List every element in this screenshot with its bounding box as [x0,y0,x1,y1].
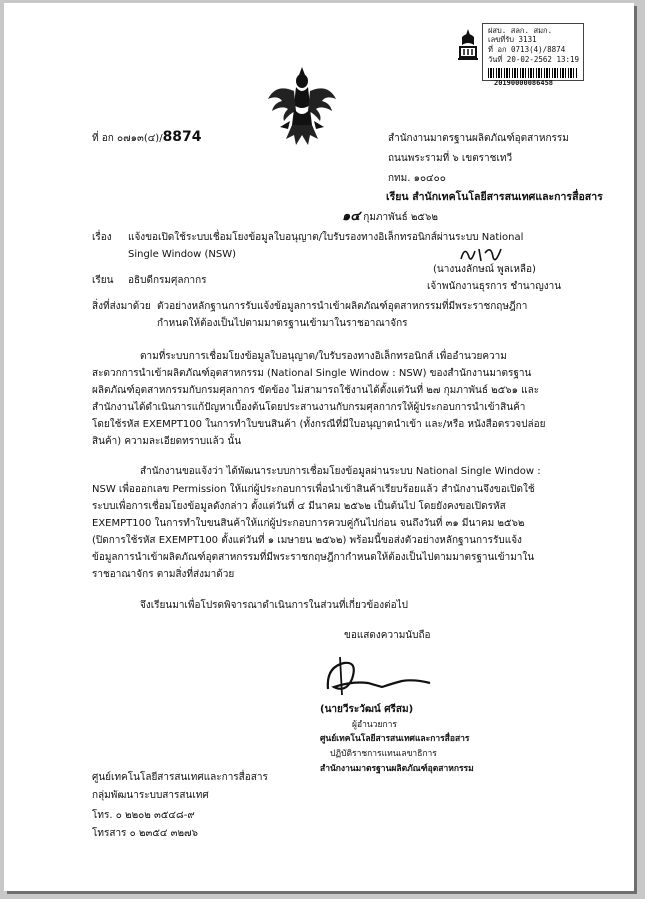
emblem-icon [456,27,480,63]
document-date [342,210,438,224]
body-p1-line: สำนักงานได้ดำเนินการแก้ปัญหาเบื้องต้นโดยประสานงานกับกรมศุลกากรให้ผู้ประกอบการนำเข้าสินค้า [92,402,526,413]
routing-stamp: เรียน สำนักเทคโนโลยีสารสนเทศและการสื่อสาร [386,191,603,203]
footer-fax: โทรสาร ๐ ๒๓๕๔ ๓๒๗๖ [92,828,198,839]
recipient-name: อธิบดีกรมศุลกากร [128,275,207,286]
enclosure-line-1: ตัวอย่างหลักฐานการรับแจ้งข้อมูลการนำเข้าผลิตภัณฑ์อุตสาหกรรมที่มีพระราชกฤษฎีกา [157,301,528,312]
body-p2-line: NSW เพื่อออกเลข Permission ให้แก่ผู้ประกอบการเพื่อนำเข้าสินค้าเรียบร้อยแล้ว สำนักงานจึงขอเปิดใช้ [92,484,535,495]
signer-role-3: ปฏิบัติราชการแทนเลขาธิการ [330,749,437,759]
closing-regards: ขอแสดงความนับถือ [344,630,431,641]
org-line-1: สำนักงานมาตรฐานผลิตภัณฑ์อุตสาหกรรม [388,133,569,144]
document-page [4,3,634,891]
stamp-line: ฝสบ. สลก. สมก. [488,26,553,35]
signer-role-4: สำนักงานมาตรฐานผลิตภัณฑ์อุตสาหกรรม [320,764,474,774]
garuda-emblem-icon [266,65,338,147]
org-line-3: กทม. ๑๐๔๐๐ [388,173,446,184]
body-p1-line: สินค้า) ความละเอียดทราบแล้ว นั้น [92,436,242,447]
subject-label: เรื่อง [92,232,112,243]
barcode [488,68,578,78]
org-line-2: ถนนพระรามที่ ๖ เขตราชเทวี [388,153,513,164]
body-p2-line: ระบบเพื่อการเชื่อมโยงข้อมูลดังกล่าว ตั้งแต่วันที่ ๔ มีนาคม ๒๕๖๒ เป็นต้นไป โดยยังคงขอเปิดรหัส [92,501,506,512]
enclosure-label: สิ่งที่ส่งมาด้วย [92,301,151,312]
reference-handwritten-number: 8874 [162,129,202,145]
receiving-stamp [454,23,584,91]
signature [322,653,434,701]
handwritten-name: (นางนงลักษณ์ พูลเหลือ) [433,264,536,275]
body-p2-line: ราชอาณาจักร ตามสิ่งที่ส่งมาด้วย [92,569,235,580]
body-p1-line: โดยใช้รหัส EXEMPT100 ในการทำใบขนสินค้า (ทั้งกรณีที่มีใบอนุญาตนำเข้า และ/หรือ หนังสือตรวจปล่อย [92,419,546,430]
stamp-line: เลขที่รับ 3131 [488,35,537,44]
enclosure-line-2: กำหนดให้ต้องเป็นไปตามมาตรฐานเข้ามาในราชอาณาจักร [157,318,408,329]
stamp-line: ที่ อก 0713(4)/8874 [488,45,566,54]
recipient-label: เรียน [92,275,114,286]
handwritten-title: เจ้าพนักงานธุรการ ชำนาญงาน [427,281,562,292]
footer-phone: โทร. ๐ ๒๒๐๒ ๓๕๔๘-๙ [92,810,195,821]
subject-line-1: แจ้งขอเปิดใช้ระบบเชื่อมโยงข้อมูลใบอนุญาต/ใบรับรองทางอิเล็กทรอนิกส์ผ่านระบบ National [128,232,524,243]
reference-prefix: ที่ อก ๐๗๑๓(๔)/ [92,133,163,144]
body-p2-line: ข้อมูลการนำเข้าผลิตภัณฑ์อุตสาหกรรมที่มีพระราชกฤษฎีกากำหนดให้ต้องเป็นไปตามมาตรฐานเข้ามาใน [92,552,535,563]
date-month-year: กุมภาพันธ์ ๒๕๖๒ [363,212,438,223]
body-p1-line: ตามที่ระบบการเชื่อมโยงข้อมูลใบอนุญาต/ใบรับรองทางอิเล็กทรอนิกส์ เพื่ออำนวยความ [140,351,507,362]
subject-line-2: Single Window (NSW) [128,249,237,260]
body-p2-line: EXEMPT100 ในการทำใบขนสินค้าให้แก่ผู้ประกอบการควบคู่กันไปก่อน จนถึงวันที่ ๓๑ มีนาคม ๒๕๖๒ [92,518,525,529]
signer-name: (นายวีระวัฒน์ ศรีสม) [320,704,414,715]
stamp-line: วันที่ 20-02-2562 13:19 [488,55,580,64]
footer-unit: กลุ่มพัฒนาระบบสารสนเทศ [92,790,209,801]
date-day: ๑๔ [342,209,361,224]
signer-role-2: ศูนย์เทคโนโลยีสารสนเทศและการสื่อสาร [320,734,470,744]
reference-number [92,131,202,145]
barcode-number: 20190000086458 [494,79,554,87]
footer-dept: ศูนย์เทคโนโลยีสารสนเทศและการสื่อสาร [92,772,268,783]
signer-role-1: ผู้อำนวยการ [352,720,397,730]
body-p3: จึงเรียนมาเพื่อโปรดพิจารณาดำเนินการในส่วนที่เกี่ยวข้องต่อไป [140,600,409,611]
body-p2-line: สำนักงานขอแจ้งว่า ได้พัฒนาระบบการเชื่อมโยงข้อมูลผ่านระบบ National Single Window : [140,466,541,477]
body-p2-line: (ปิดการใช้รหัส EXEMPT100 ตั้งแต่วันที่ ๑ เมษายน ๒๕๖๒) พร้อมนี้ขอส่งตัวอย่างหลักฐานการรับแจ้ง [92,535,522,546]
body-p1-line: สะดวกการนำเข้าผลิตภัณฑ์อุตสาหกรรม (National Single Window : NSW) ของสำนักงานมาตรฐาน [92,368,532,379]
body-p1-line: ผลิตภัณฑ์อุตสาหกรรมกับกรมศุลกากร ขัดข้อง ไม่สามารถใช้งานได้ตั้งแต่วันที่ ๒๗ กุมภาพันธ์ ๒๕๖๑ และ [92,385,540,396]
